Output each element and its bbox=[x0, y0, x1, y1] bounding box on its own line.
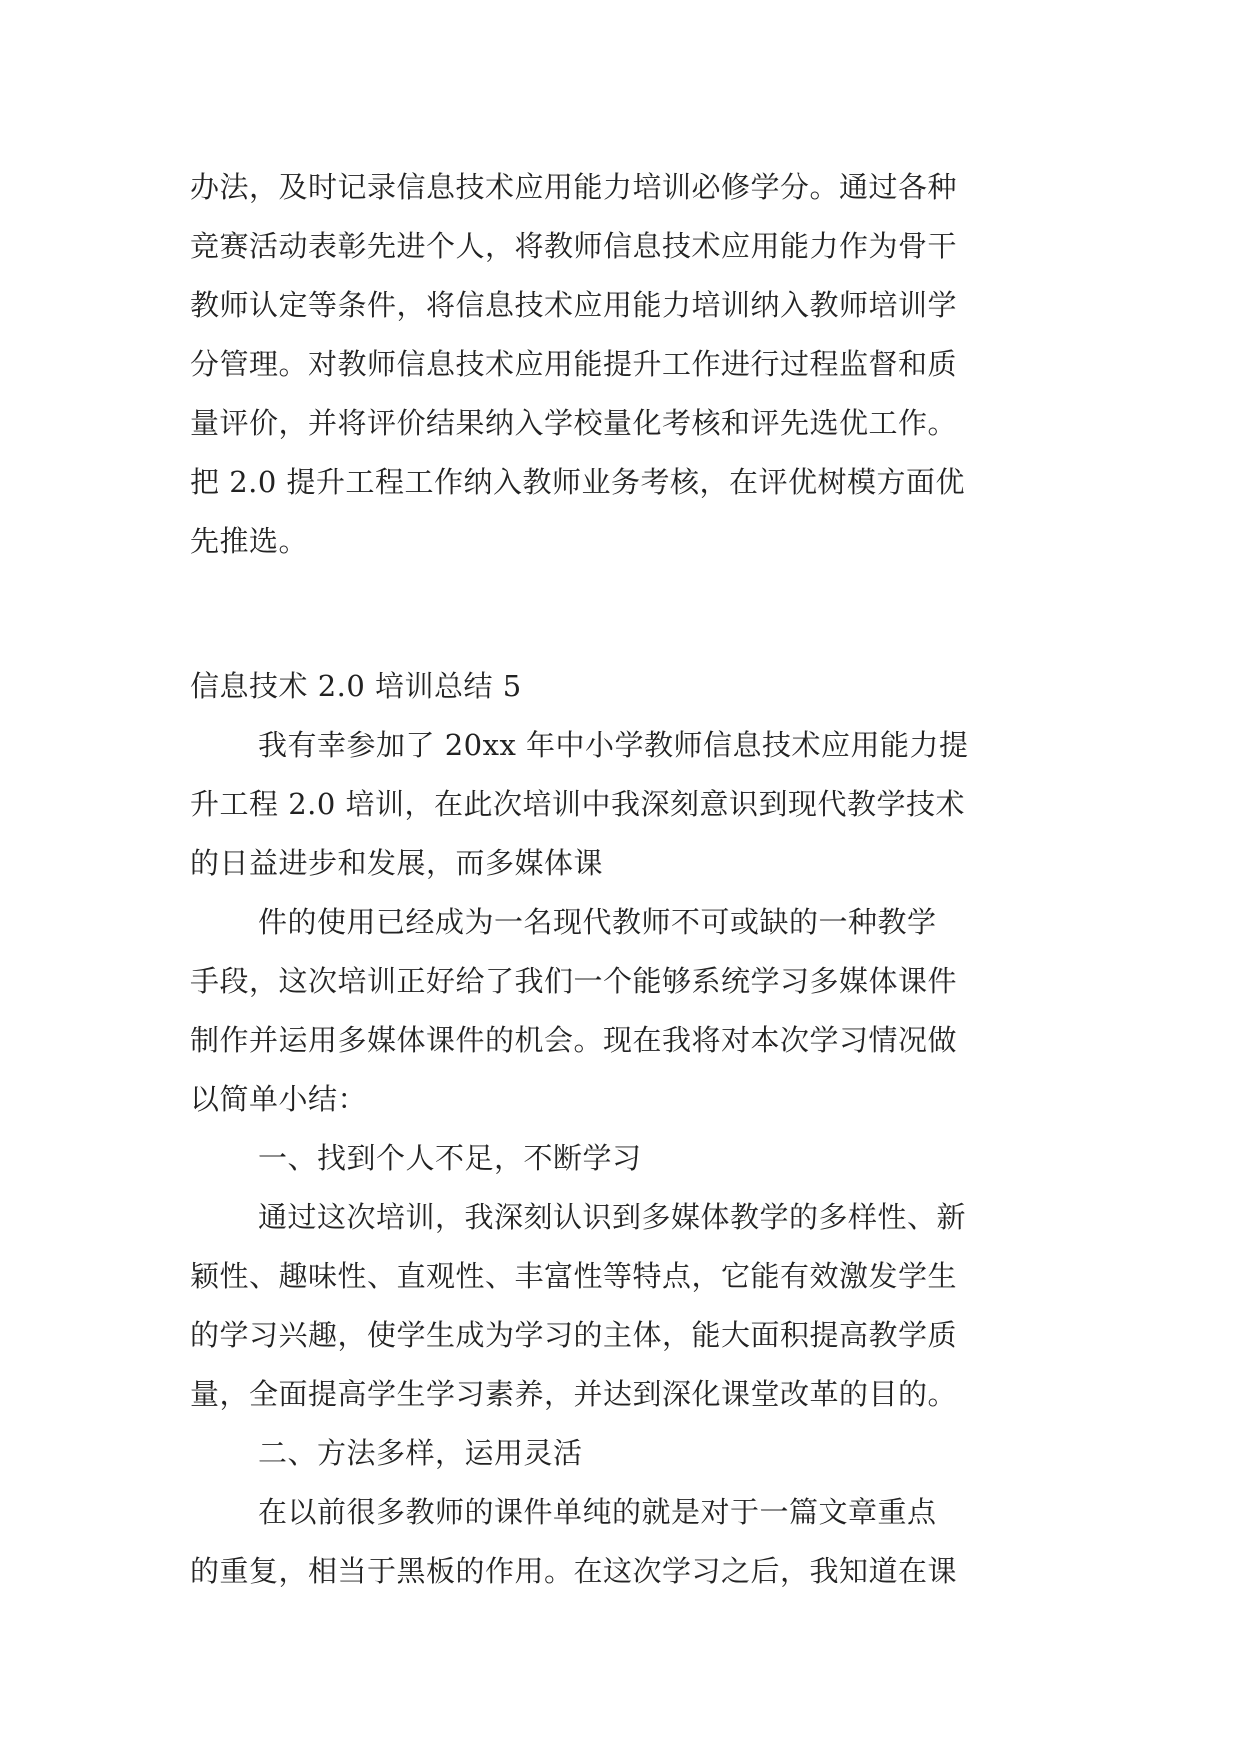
heading-1: 一、找到个人不足，不断学习 bbox=[258, 1141, 642, 1175]
text-line: 教师认定等条件，将信息技术应用能力培训纳入教师培训学 bbox=[190, 288, 958, 322]
section-gap bbox=[190, 571, 1060, 657]
text-line: 量，全面提高学生学习素养，并达到深化课堂改革的目的。 bbox=[190, 1377, 958, 1411]
text-line: 量评价，并将评价结果纳入学校量化考核和评先选优工作。 bbox=[190, 406, 958, 440]
text-line: 竞赛活动表彰先进个人，将教师信息技术应用能力作为骨干 bbox=[190, 229, 958, 263]
document-body bbox=[190, 158, 1060, 1601]
paragraph-3 bbox=[190, 1188, 1060, 1424]
text-line: 手段，这次培训正好给了我们一个能够系统学习多媒体课件 bbox=[190, 964, 958, 998]
text-line: 的日益进步和发展，而多媒体课 bbox=[190, 846, 604, 880]
text-line: 在以前很多教师的课件单纯的就是对于一篇文章重点 bbox=[258, 1495, 937, 1529]
paragraph-1 bbox=[190, 716, 1060, 893]
intro-paragraph bbox=[190, 158, 1060, 571]
text-line: 件的使用已经成为一名现代教师不可或缺的一种教学 bbox=[258, 905, 937, 939]
heading-2: 二、方法多样，运用灵活 bbox=[258, 1436, 583, 1470]
text-line: 制作并运用多媒体课件的机会。现在我将对本次学习情况做 bbox=[190, 1023, 958, 1057]
text-line: 颖性、趣味性、直观性、丰富性等特点，它能有效激发学生 bbox=[190, 1259, 958, 1293]
text-line: 分管理。对教师信息技术应用能提升工作进行过程监督和质 bbox=[190, 347, 958, 381]
paragraph-4 bbox=[190, 1483, 1060, 1601]
text-line: 办法，及时记录信息技术应用能力培训必修学分。通过各种 bbox=[190, 170, 958, 204]
text-line: 我有幸参加了 20xx 年中小学教师信息技术应用能力提 bbox=[258, 728, 969, 762]
text-line: 的学习兴趣，使学生成为学习的主体，能大面积提高教学质 bbox=[190, 1318, 958, 1352]
text-line: 把 2.0 提升工程工作纳入教师业务考核，在评优树模方面优 bbox=[190, 465, 966, 499]
paragraph-2 bbox=[190, 893, 1060, 1129]
text-line: 升工程 2.0 培训，在此次培训中我深刻意识到现代教学技术 bbox=[190, 787, 966, 821]
text-line: 通过这次培训，我深刻认识到多媒体教学的多样性、新 bbox=[258, 1200, 967, 1234]
section-title: 信息技术 2.0 培训总结 5 bbox=[190, 669, 522, 703]
text-line: 以简单小结： bbox=[190, 1082, 368, 1116]
text-line: 的重复，相当于黑板的作用。在这次学习之后，我知道在课 bbox=[190, 1554, 958, 1588]
text-line: 先推选。 bbox=[190, 524, 309, 558]
